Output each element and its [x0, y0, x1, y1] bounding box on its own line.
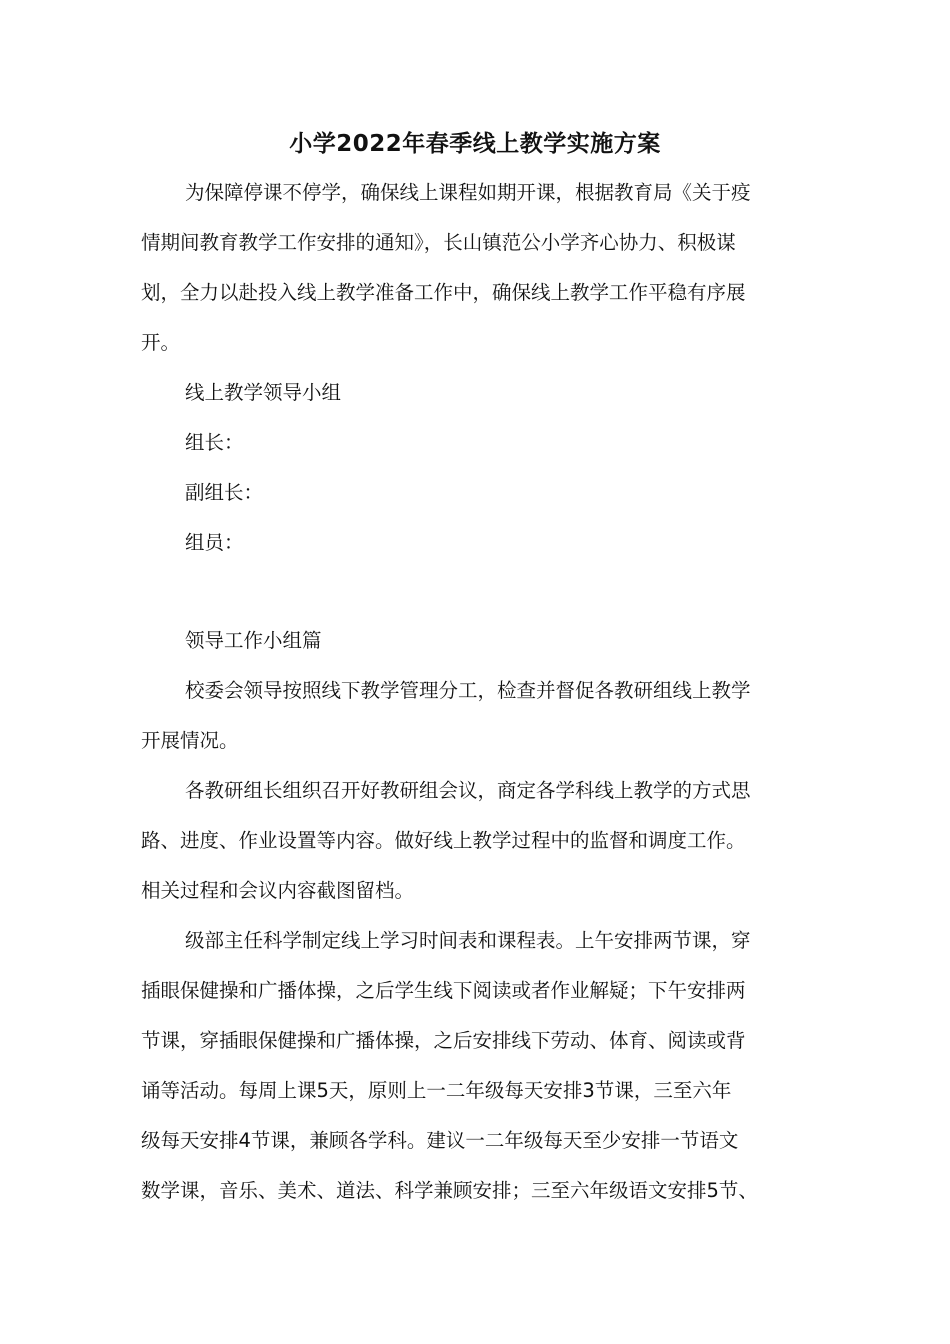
- intro-paragraph: [141, 168, 821, 368]
- paragraph-line: 级部主任科学制定线上学习时间表和课程表。上午安排两节课，穿: [185, 929, 751, 952]
- paragraph-line: 相关过程和会议内容截图留档。: [141, 879, 415, 902]
- document-title: 小学2022年春季线上教学实施方案: [289, 131, 661, 157]
- leadership-group-block: [141, 368, 821, 568]
- paragraph-line: 节课，穿插眼保健操和广播体操，之后安排线下劳动、体育、阅读或背: [141, 1029, 746, 1052]
- section-heading-block: [141, 616, 821, 666]
- group-heading: 线上教学领导小组: [185, 381, 342, 404]
- paragraph-line: 各教研组长组织召开好教研组会议，商定各学科线上教学的方式思: [185, 779, 751, 802]
- paragraph-line: 路、进度、作业设置等内容。做好线上教学过程中的监督和调度工作。: [141, 829, 746, 852]
- leader-label: 组长：: [185, 431, 244, 454]
- member-label: 组员：: [185, 531, 244, 554]
- paragraph-line: 插眼保健操和广播体操，之后学生线下阅读或者作业解疑；下午安排两: [141, 979, 746, 1002]
- paragraph-2: [141, 766, 821, 916]
- paragraph-line: 校委会领导按照线下教学管理分工，检查并督促各教研组线上教学: [185, 679, 751, 702]
- deputy-leader-label: 副组长：: [185, 481, 264, 504]
- paragraph-1: [141, 666, 821, 766]
- section-heading: 领导工作小组篇: [185, 629, 322, 652]
- paragraph-line: 开。: [141, 331, 181, 354]
- paragraph-line: 划，全力以赴投入线上教学准备工作中，确保线上教学工作平稳有序展: [141, 281, 746, 304]
- paragraph-line: 开展情况。: [141, 729, 239, 752]
- paragraph-line: 情期间教育教学工作安排的通知》，长山镇范公小学齐心协力、积极谋: [141, 231, 736, 254]
- paragraph-line: 级每天安排4节课，兼顾各学科。建议一二年级每天至少安排一节语文: [141, 1129, 739, 1152]
- paragraph-3: [141, 916, 821, 1216]
- paragraph-line: 数学课，音乐、美术、道法、科学兼顾安排；三至六年级语文安排5节、: [141, 1179, 758, 1202]
- paragraph-line: 为保障停课不停学，确保线上课程如期开课，根据教育局《关于疫: [185, 181, 751, 204]
- paragraph-line: 诵等活动。每周上课5天，原则上一二年级每天安排3节课，三至六年: [141, 1079, 732, 1102]
